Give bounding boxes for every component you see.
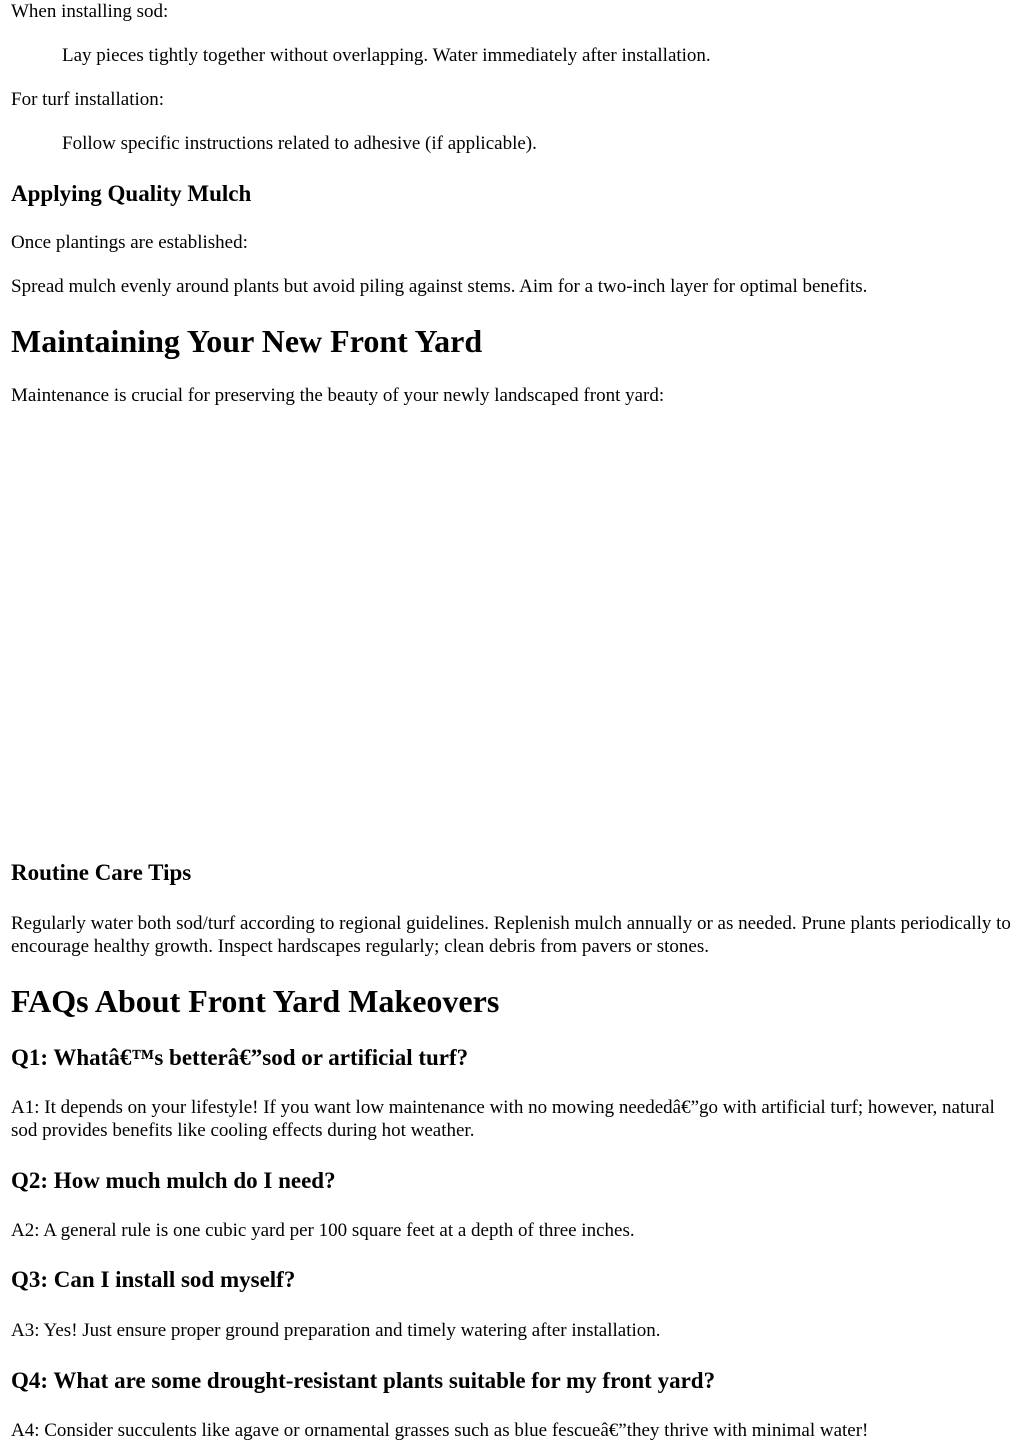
maintain-intro: Maintenance is crucial for preserving the beauty of your newly landscaped front yard: xyxy=(11,385,665,406)
sod-step: Lay pieces tightly together without overlapping. Water immediately after installation. xyxy=(62,45,711,66)
routine-heading: Routine Care Tips xyxy=(11,860,192,885)
mulch-intro: Once plantings are established: xyxy=(11,232,248,253)
faq-heading: FAQs About Front Yard Makeovers xyxy=(11,983,500,1019)
faq-question-2: Q2: How much mulch do I need? xyxy=(11,1168,336,1193)
faq-answer-2: A2: A general rule is one cubic yard per 100 square feet at a depth of three inches. xyxy=(11,1220,635,1241)
faq-question-4: Q4: What are some drought-resistant plants suitable for my front yard? xyxy=(11,1368,716,1393)
faq-answer-3: A3: Yes! Just ensure proper ground preparation and timely watering after installation. xyxy=(11,1320,661,1341)
mulch-heading: Applying Quality Mulch xyxy=(11,181,252,206)
blank-media-area xyxy=(11,425,1011,845)
routine-body: Regularly water both sod/turf according to regional guidelines. Replenish mulch annually or as needed. Prune plants periodically to encourage healthy growth. Inspect hardscapes regularly; clean debris from pavers or stones. xyxy=(11,913,1011,957)
turf-intro: For turf installation: xyxy=(11,89,165,110)
maintain-heading: Maintaining Your New Front Yard xyxy=(11,323,483,359)
turf-step: Follow specific instructions related to adhesive (if applicable). xyxy=(62,133,537,154)
faq-question-3: Q3: Can I install sod myself? xyxy=(11,1267,296,1292)
faq-answer-4: A4: Consider succulents like agave or ornamental grasses such as blue fescueâ€”they thrive with minimal water! xyxy=(11,1420,869,1441)
faq-answer-1: A1: It depends on your lifestyle! If you want low maintenance with no mowing neededâ€”go with artificial turf; however, natural sod provides benefits like cooling effects during hot weather. xyxy=(11,1097,995,1141)
mulch-body: Spread mulch evenly around plants but avoid piling against stems. Aim for a two-inch layer for optimal benefits. xyxy=(11,276,868,297)
faq-question-1: Q1: Whatâ€™s betterâ€”sod or artificial turf? xyxy=(11,1045,469,1070)
sod-intro: When installing sod: xyxy=(11,1,169,22)
